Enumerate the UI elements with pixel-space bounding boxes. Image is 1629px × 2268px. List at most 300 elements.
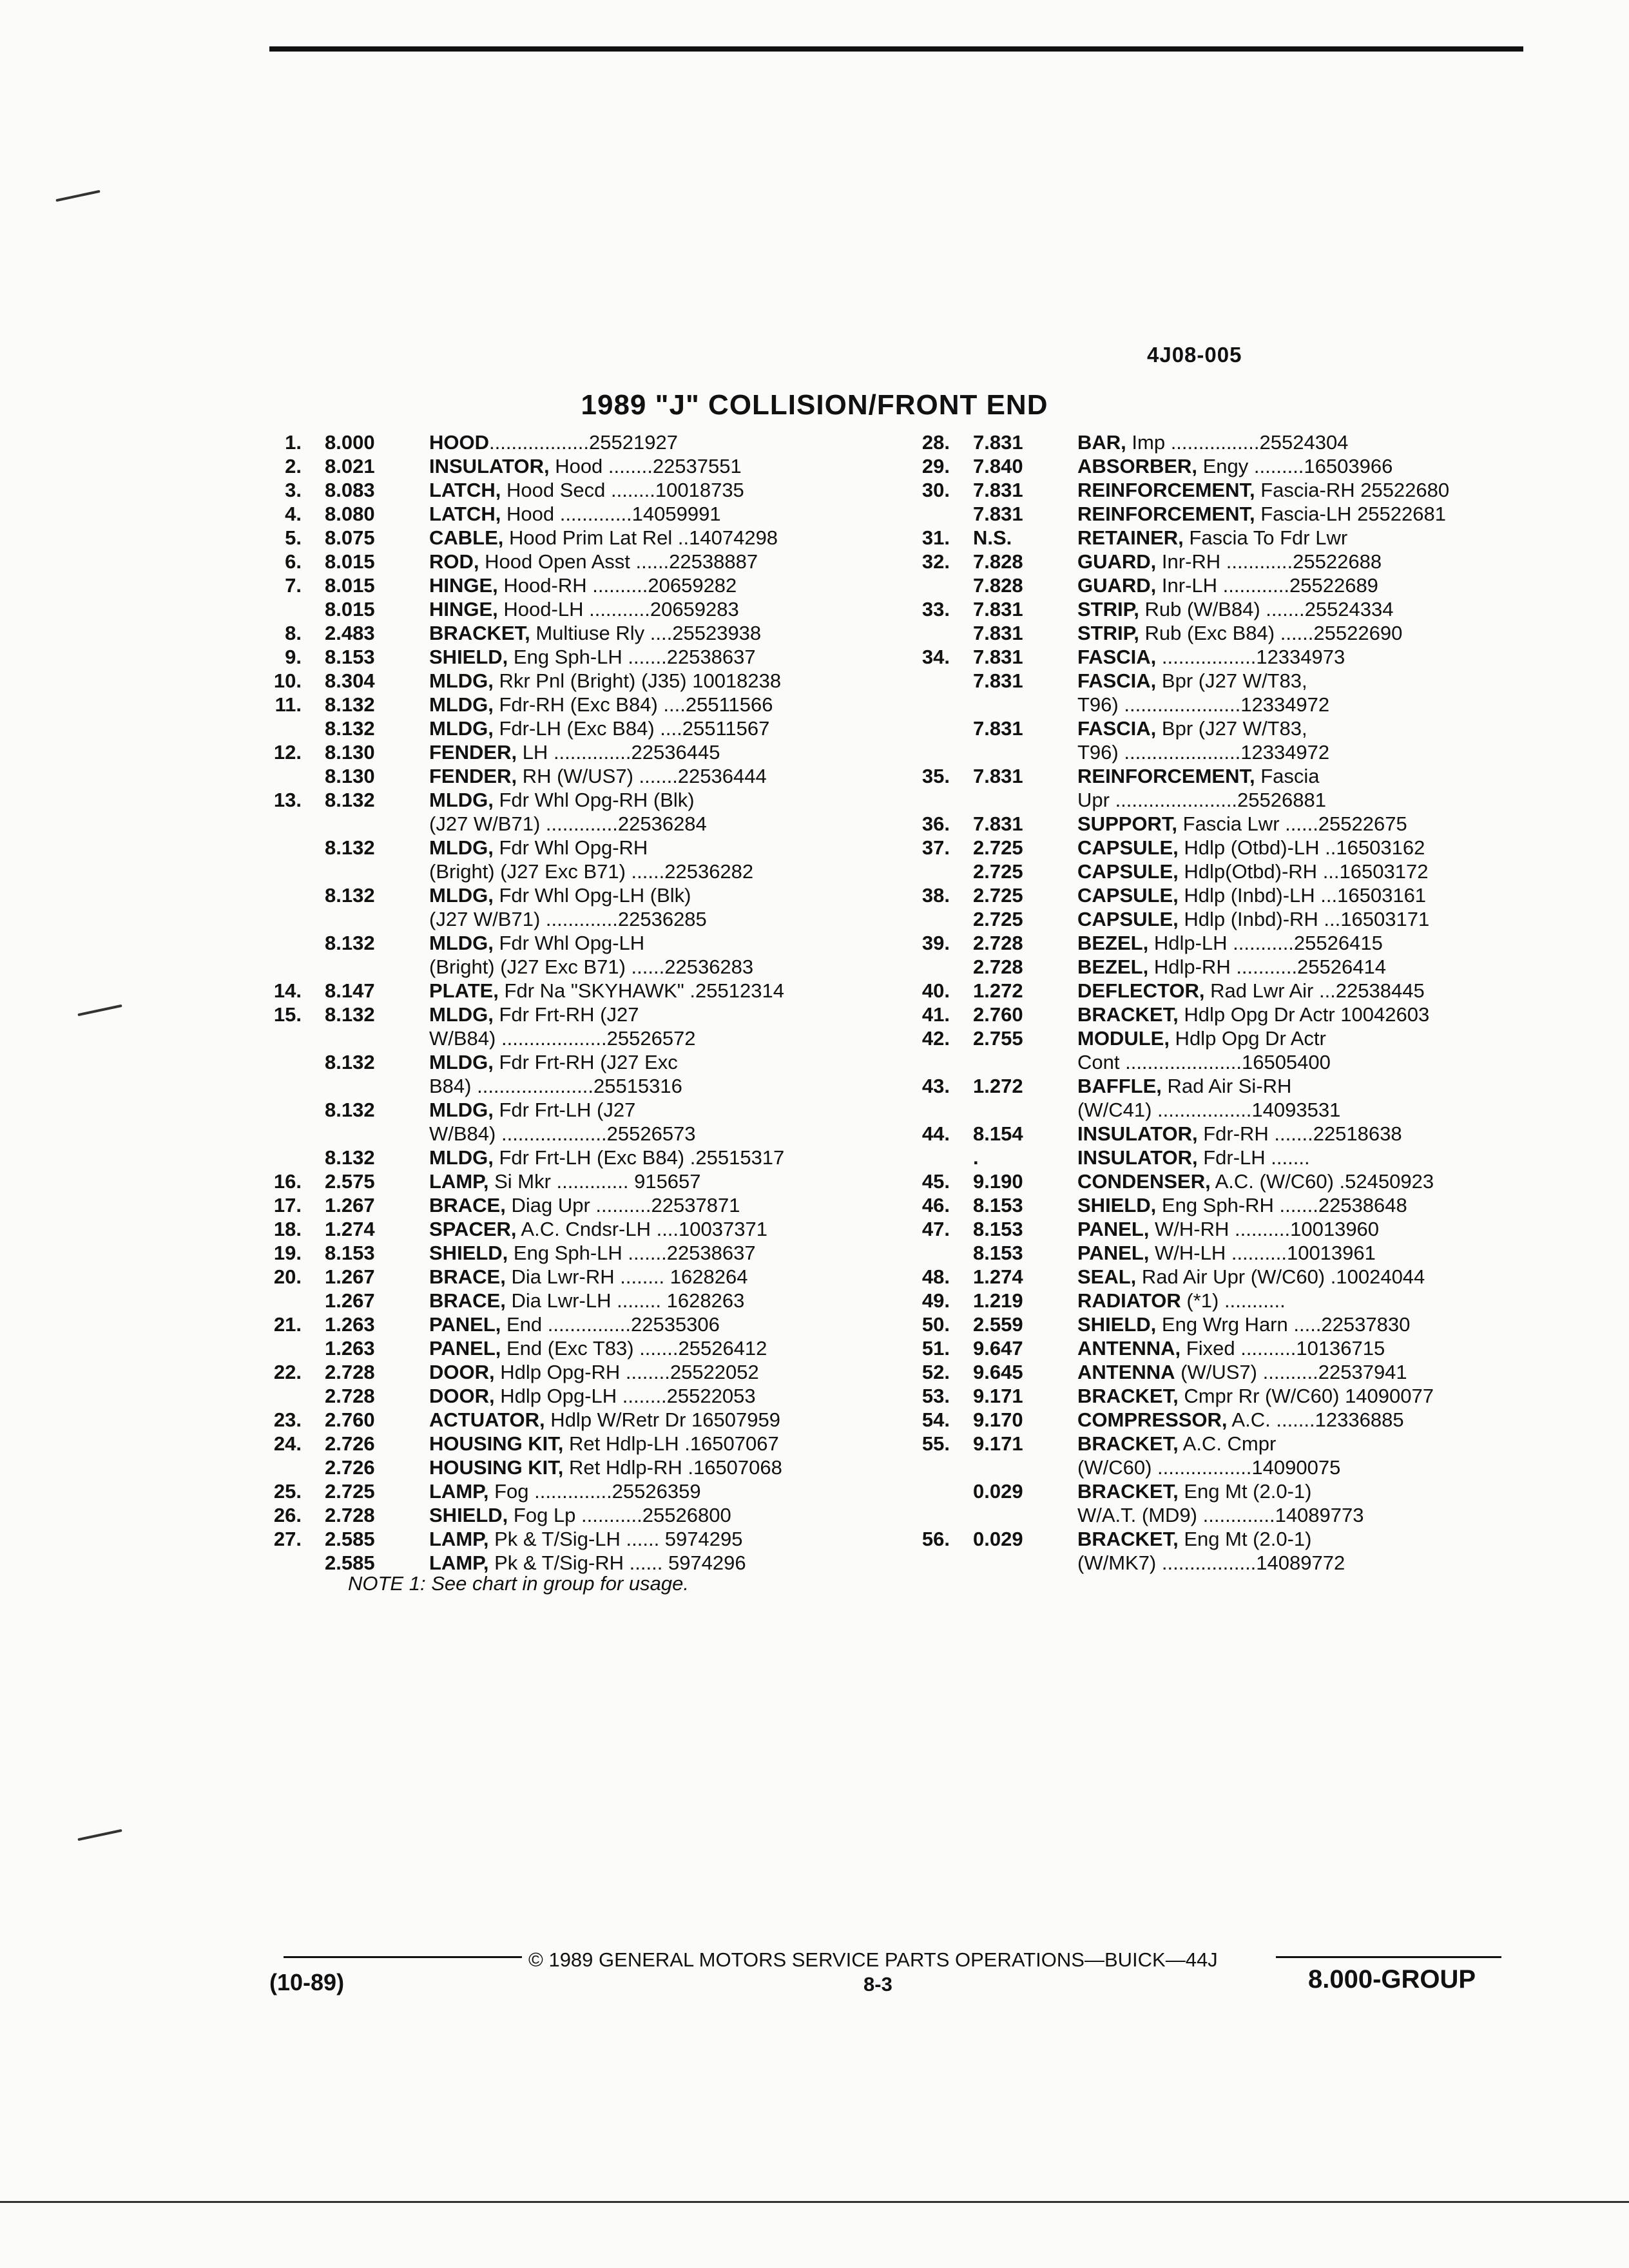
part-name: STRIP, — [1077, 598, 1139, 620]
part-number: .....................12334972 — [1118, 741, 1330, 764]
part-description — [1077, 1527, 1311, 1551]
part-qualifier: Rad Air Si-RH — [1161, 1075, 1292, 1097]
group-number: 0.029 — [973, 1480, 1023, 1503]
part-name: SEAL, — [1077, 1265, 1137, 1288]
part-qualifier: Engy — [1197, 455, 1249, 477]
part-description — [1077, 669, 1307, 693]
part-qualifier: Fdr Whl Opg-LH (Blk) — [493, 884, 691, 907]
part-description — [429, 1074, 682, 1098]
part-number: 25522681 — [1351, 503, 1446, 525]
part-description — [429, 430, 678, 454]
part-qualifier: Hood — [549, 455, 603, 477]
part-name: MLDG, — [429, 1051, 494, 1073]
part-number: .................14093531 — [1152, 1099, 1341, 1121]
part-qualifier: Hdlp (Inbd)-LH — [1178, 884, 1315, 907]
group-number: 0.029 — [973, 1528, 1023, 1550]
usage-note: NOTE 1: See chart in group for usage. — [348, 1572, 689, 1595]
part-name: ANTENNA, — [1077, 1337, 1181, 1360]
footer-rule-right — [1276, 1956, 1501, 1958]
part-name: REINFORCEMENT, — [1077, 479, 1255, 501]
part-name: MLDG, — [429, 1003, 494, 1026]
part-description — [429, 621, 761, 645]
part-qualifier: Fdr Frt-LH (J27 — [493, 1099, 636, 1121]
part-name: REINFORCEMENT, — [1077, 765, 1255, 787]
part-name: SHIELD, — [429, 646, 508, 668]
group-number: 2.575 — [325, 1170, 375, 1193]
part-qualifier: Eng Mt (2.0-1) — [1178, 1528, 1312, 1550]
part-name: CAPSULE, — [1077, 884, 1179, 907]
part-name: HOUSING KIT, — [429, 1456, 564, 1479]
part-qualifier: A.C. Cndsr-LH — [516, 1218, 651, 1240]
part-description — [429, 1003, 639, 1026]
group-number: 1.274 — [973, 1265, 1023, 1288]
item-number: 39. — [921, 932, 950, 954]
part-number: .................14090075 — [1152, 1456, 1341, 1479]
item-number: 54. — [921, 1408, 950, 1431]
part-description — [1077, 1146, 1310, 1169]
item-number: 25. — [273, 1480, 302, 1503]
part-name: PANEL, — [429, 1313, 501, 1336]
part-name: HINGE, — [429, 598, 498, 620]
group-number: 8.132 — [325, 693, 375, 716]
part-qualifier: A.C. (W/C60) — [1210, 1170, 1334, 1193]
part-name: BRACE, — [429, 1194, 506, 1216]
item-number: 4. — [285, 503, 302, 525]
part-qualifier: RH (W/US7) — [517, 765, 633, 787]
group-number: 7.831 — [973, 669, 1023, 692]
page-number: 8-3 — [863, 1973, 892, 1995]
part-qualifier: Fdr Na "SKYHAWK" — [498, 979, 684, 1002]
part-qualifier: Hood Secd — [501, 479, 606, 501]
item-number: 13. — [273, 789, 302, 811]
part-qualifier: W/B84) — [429, 1122, 496, 1145]
part-name: LAMP, — [429, 1480, 489, 1503]
part-name: FENDER, — [429, 765, 517, 787]
part-description — [1077, 1336, 1385, 1360]
group-number: 9.171 — [973, 1385, 1023, 1407]
part-number: .........16503966 — [1248, 455, 1393, 477]
part-number: ..14074298 — [672, 526, 778, 549]
part-number: ....... — [1265, 1146, 1310, 1169]
item-number: 44. — [921, 1122, 950, 1145]
part-qualifier: Multiuse Rly — [530, 622, 645, 644]
part-name: BRACKET, — [1077, 1528, 1179, 1550]
part-number: ........ 1628264 — [614, 1265, 748, 1288]
group-number: 8.130 — [325, 765, 375, 787]
part-qualifier: Fascia Lwr — [1177, 812, 1280, 835]
part-qualifier: Rub (W/B84) — [1139, 598, 1260, 620]
group-number: 8.132 — [325, 884, 375, 907]
part-description — [1077, 1098, 1340, 1122]
part-number: ..........10013961 — [1226, 1242, 1376, 1264]
part-number: ......................25526881 — [1109, 789, 1326, 811]
part-number: .................12334973 — [1156, 646, 1345, 668]
part-name: RADIATOR — [1077, 1289, 1181, 1312]
part-qualifier: Ret Hdlp-LH — [563, 1432, 679, 1455]
part-description — [1077, 1122, 1402, 1146]
part-qualifier: Fdr Frt-LH (Exc B84) — [493, 1146, 685, 1169]
part-name: BEZEL, — [1077, 956, 1149, 978]
part-number: ........22537551 — [602, 455, 742, 477]
part-number: ......22538887 — [630, 550, 758, 573]
part-qualifier: Cont — [1077, 1051, 1120, 1073]
part-qualifier: End — [501, 1313, 543, 1336]
part-description — [429, 1479, 701, 1503]
part-number: .............22536285 — [540, 908, 707, 930]
part-name: COMPRESSOR, — [1077, 1408, 1228, 1431]
part-number: ..16503162 — [1319, 836, 1425, 859]
part-description — [1077, 1312, 1410, 1336]
group-number: 2.559 — [973, 1313, 1023, 1336]
part-number: .10024044 — [1325, 1265, 1425, 1288]
part-description — [1077, 907, 1429, 931]
part-description — [1077, 1432, 1276, 1456]
group-number: 7.831 — [973, 812, 1023, 835]
part-name: BRACE, — [429, 1265, 506, 1288]
part-description — [429, 526, 778, 550]
part-description — [1077, 430, 1348, 454]
part-qualifier: W/B84) — [429, 1027, 496, 1050]
part-number: .......22538648 — [1273, 1194, 1407, 1216]
part-number: .......22538637 — [622, 646, 756, 668]
part-description — [1077, 931, 1383, 955]
group-number: 8.132 — [325, 717, 375, 740]
part-name: PANEL, — [1077, 1242, 1150, 1264]
item-number: 32. — [921, 550, 950, 573]
part-number: .......22518638 — [1268, 1122, 1402, 1145]
part-qualifier: Eng Sph-RH — [1156, 1194, 1274, 1216]
part-name: CAPSULE, — [1077, 836, 1179, 859]
part-description — [429, 1384, 756, 1408]
item-number: 31. — [921, 526, 950, 549]
item-number: 33. — [921, 598, 950, 620]
group-number: 2.728 — [973, 932, 1023, 954]
part-number: ..........10013960 — [1229, 1218, 1380, 1240]
part-name: BRACE, — [429, 1289, 506, 1312]
part-qualifier: Hdlp Opg Dr Actr — [1178, 1003, 1335, 1026]
part-number: .25512314 — [684, 979, 784, 1002]
group-number: 7.831 — [973, 479, 1023, 501]
part-number: 10018238 — [686, 669, 782, 692]
part-name: MLDG, — [429, 1099, 494, 1121]
part-qualifier: Rad Air Upr (W/C60) — [1136, 1265, 1325, 1288]
part-qualifier: Hdlp Opg-LH — [494, 1385, 617, 1407]
part-number: ...........25526800 — [575, 1504, 731, 1526]
part-description — [1077, 740, 1329, 764]
part-name: LATCH, — [429, 503, 501, 525]
part-description — [1077, 1503, 1364, 1527]
part-qualifier: Rub (Exc B84) — [1139, 622, 1275, 644]
item-number: 24. — [273, 1432, 302, 1455]
part-name: MLDG, — [429, 1146, 494, 1169]
part-number: ...........25526414 — [1230, 956, 1386, 978]
item-number: 10. — [273, 669, 302, 692]
item-number: 18. — [273, 1218, 302, 1240]
item-number: 20. — [273, 1265, 302, 1288]
part-description — [429, 788, 695, 812]
part-name: PANEL, — [1077, 1218, 1150, 1240]
item-number: 46. — [921, 1194, 950, 1216]
group-number: 8.075 — [325, 526, 375, 549]
part-qualifier: Hood Prim Lat Rel — [503, 526, 673, 549]
group-number: 1.274 — [325, 1218, 375, 1240]
part-number: ................25524304 — [1165, 431, 1349, 454]
part-description — [429, 597, 739, 621]
part-qualifier: Fdr-RH — [1197, 1122, 1269, 1145]
group-number: 8.153 — [973, 1218, 1023, 1240]
item-number: 6. — [285, 550, 302, 573]
group-number: 9.645 — [973, 1361, 1023, 1383]
group-number: 8.130 — [325, 741, 375, 764]
top-rule — [269, 46, 1523, 52]
part-number: .52450923 — [1333, 1170, 1434, 1193]
part-number: 25522680 — [1354, 479, 1450, 501]
part-name: DOOR, — [429, 1361, 495, 1383]
item-number: 49. — [921, 1289, 950, 1312]
group-number: 2.725 — [973, 884, 1023, 907]
group-number: 7.831 — [973, 431, 1023, 454]
group-number: 8.153 — [325, 1242, 375, 1264]
part-number: ......25522675 — [1279, 812, 1407, 835]
part-description — [1077, 502, 1446, 526]
part-name: CAPSULE, — [1077, 908, 1179, 930]
part-number: 14090077 — [1339, 1385, 1434, 1407]
part-number: .......22536444 — [633, 765, 767, 787]
part-name: LAMP, — [429, 1528, 489, 1550]
part-qualifier: (W/US7) — [1175, 1361, 1257, 1383]
part-number: .......25524334 — [1260, 598, 1394, 620]
part-description — [429, 1527, 742, 1551]
item-number: 52. — [921, 1361, 950, 1383]
group-number: 8.021 — [325, 455, 375, 477]
part-name: DOOR, — [429, 1385, 495, 1407]
item-number: 50. — [921, 1313, 950, 1336]
item-number: 37. — [921, 836, 950, 859]
part-description — [1077, 454, 1393, 478]
part-description — [429, 764, 767, 788]
part-description — [1077, 1241, 1376, 1265]
part-name: BRACKET, — [429, 622, 530, 644]
part-description — [1077, 1193, 1407, 1217]
item-number: 35. — [921, 765, 950, 787]
part-number: ........25522052 — [620, 1361, 759, 1383]
item-number: 47. — [921, 1218, 950, 1240]
part-description — [429, 1098, 635, 1122]
group-number: 2.585 — [325, 1552, 375, 1574]
part-number: ...............22535306 — [542, 1313, 720, 1336]
group-number: 8.153 — [325, 646, 375, 668]
item-number: 22. — [273, 1361, 302, 1383]
part-description — [1077, 860, 1428, 883]
part-description — [1077, 812, 1407, 836]
part-description — [429, 1289, 744, 1312]
part-name: MLDG, — [429, 669, 494, 692]
part-description — [1077, 693, 1329, 716]
copyright-text: © 1989 GENERAL MOTORS SERVICE PARTS OPERATIONS—BUICK—44J — [528, 1948, 1218, 1971]
part-description — [429, 1146, 784, 1169]
part-number: 10042603 — [1335, 1003, 1430, 1026]
part-name: SPACER, — [429, 1218, 517, 1240]
part-name: ABSORBER, — [1077, 455, 1198, 477]
part-description — [429, 573, 737, 597]
part-name: GUARD, — [1077, 550, 1157, 573]
part-number: ............. 915657 — [550, 1170, 701, 1193]
part-qualifier: Fixed — [1181, 1337, 1235, 1360]
group-number: 2.728 — [325, 1504, 375, 1526]
part-description — [1077, 1479, 1311, 1503]
item-number: 9. — [285, 646, 302, 668]
part-number: .............22536284 — [540, 812, 707, 835]
part-qualifier: Bpr (J27 W/T83, — [1156, 717, 1307, 740]
part-description — [429, 883, 691, 907]
group-number: 8.132 — [325, 1146, 375, 1169]
part-number: ........ 1628263 — [611, 1289, 745, 1312]
part-qualifier: Fascia-LH — [1255, 503, 1352, 525]
part-qualifier: Ret Hdlp-RH — [563, 1456, 682, 1479]
group-number: 8.015 — [325, 550, 375, 573]
part-qualifier: (Bright) (J27 Exc B71) — [429, 860, 626, 883]
part-qualifier: Fascia-RH — [1255, 479, 1355, 501]
group-number: 8.153 — [973, 1242, 1023, 1264]
part-qualifier: Hood-RH — [497, 574, 587, 597]
margin-mark — [77, 1004, 122, 1016]
part-description — [429, 693, 773, 716]
item-number: 45. — [921, 1170, 950, 1193]
group-number: 2.728 — [325, 1385, 375, 1407]
part-description — [429, 812, 707, 836]
part-qualifier: Hdlp(Otbd)-RH — [1178, 860, 1318, 883]
group-number: 2.725 — [973, 860, 1023, 883]
part-name: DEFLECTOR, — [1077, 979, 1205, 1002]
part-name: INSULATOR, — [1077, 1122, 1198, 1145]
part-number: ......22536282 — [625, 860, 754, 883]
part-qualifier: W/H-RH — [1149, 1218, 1229, 1240]
item-number: 23. — [273, 1408, 302, 1431]
group-number: 7.831 — [973, 765, 1023, 787]
part-name: MLDG, — [429, 932, 494, 954]
part-name: RETAINER, — [1077, 526, 1184, 549]
group-number: 7.831 — [973, 503, 1023, 525]
part-qualifier: T96) — [1077, 693, 1119, 716]
part-qualifier: W/H-LH — [1149, 1242, 1226, 1264]
part-qualifier: Rad Lwr Air — [1204, 979, 1314, 1002]
part-qualifier: Rkr Pnl (Bright) (J35) — [493, 669, 687, 692]
group-number: 7.831 — [973, 598, 1023, 620]
group-number: 8.080 — [325, 503, 375, 525]
part-name: FASCIA, — [1077, 717, 1157, 740]
part-name: BRACKET, — [1077, 1432, 1179, 1455]
part-qualifier: Eng Sph-LH — [508, 1242, 622, 1264]
part-qualifier: B84) — [429, 1075, 472, 1097]
group-number: 2.760 — [973, 1003, 1023, 1026]
part-name: INSULATOR, — [429, 455, 550, 477]
group-number: 1.263 — [325, 1337, 375, 1360]
group-number: 1.272 — [973, 1075, 1023, 1097]
part-description — [1077, 788, 1326, 812]
part-description — [429, 1169, 701, 1193]
part-description — [429, 955, 753, 979]
part-name: INSULATOR, — [1077, 1146, 1198, 1169]
group-number: 8.015 — [325, 574, 375, 597]
part-qualifier: W/A.T. (MD9) — [1077, 1504, 1197, 1526]
part-qualifier: Eng Mt (2.0-1) — [1178, 1480, 1312, 1503]
document-code: 4J08-005 — [1147, 343, 1242, 367]
part-name: CABLE, — [429, 526, 504, 549]
item-number: 1. — [285, 431, 302, 454]
part-number: ........... — [1219, 1289, 1286, 1312]
part-description — [429, 1050, 678, 1074]
item-number: 36. — [921, 812, 950, 835]
item-number: 34. — [921, 646, 950, 668]
part-qualifier: Hood Open Asst — [479, 550, 630, 573]
part-name: HINGE, — [429, 574, 498, 597]
part-qualifier: Pk & T/Sig-RH — [488, 1552, 624, 1574]
part-qualifier: Fdr Frt-RH (J27 — [493, 1003, 639, 1026]
part-qualifier: (Bright) (J27 Exc B71) — [429, 956, 626, 978]
part-qualifier: Hdlp-LH — [1148, 932, 1228, 954]
group-number: 9.171 — [973, 1432, 1023, 1455]
part-qualifier: Fdr-LH — [1197, 1146, 1266, 1169]
item-number: 15. — [273, 1003, 302, 1026]
group-number: 1.267 — [325, 1265, 375, 1288]
item-number: 40. — [921, 979, 950, 1002]
part-qualifier: Fdr Whl Opg-RH — [493, 836, 648, 859]
part-description — [429, 502, 721, 526]
group-number: 8.153 — [973, 1194, 1023, 1216]
group-number: 8.132 — [325, 1003, 375, 1026]
part-description — [429, 1241, 756, 1265]
part-description — [429, 1408, 780, 1432]
item-number: 21. — [273, 1313, 302, 1336]
group-number: 7.828 — [973, 574, 1023, 597]
part-description — [1077, 764, 1320, 788]
part-description — [429, 1312, 720, 1336]
group-number: 1.267 — [325, 1194, 375, 1216]
item-number: 2. — [285, 455, 302, 477]
part-name: MODULE, — [1077, 1027, 1170, 1050]
part-name: SUPPORT, — [1077, 812, 1178, 835]
part-qualifier: T96) — [1077, 741, 1119, 764]
part-qualifier: Pk & T/Sig-LH — [488, 1528, 621, 1550]
part-description — [1077, 1026, 1326, 1050]
part-qualifier: (J27 W/B71) — [429, 908, 541, 930]
part-qualifier: Fascia — [1255, 765, 1320, 787]
item-number: 43. — [921, 1075, 950, 1097]
part-name: ANTENNA — [1077, 1361, 1175, 1383]
group-number: 8.147 — [325, 979, 375, 1002]
group-number: 7.831 — [973, 622, 1023, 644]
part-description — [1077, 1074, 1291, 1098]
group-number: 1.263 — [325, 1313, 375, 1336]
part-description — [429, 1551, 746, 1575]
group-label: 8.000-GROUP — [1308, 1965, 1476, 1994]
group-number: 8.015 — [325, 598, 375, 620]
group-number: 2.585 — [325, 1528, 375, 1550]
part-qualifier: A.C. Cmpr — [1178, 1432, 1277, 1455]
part-qualifier: Fascia To Fdr Lwr — [1183, 526, 1348, 549]
part-description — [1077, 716, 1307, 740]
item-number: 5. — [285, 526, 302, 549]
part-qualifier: LH — [517, 741, 548, 764]
part-description — [429, 931, 644, 955]
part-qualifier: (W/C41) — [1077, 1099, 1152, 1121]
part-number: ..............25526359 — [528, 1480, 701, 1503]
part-number: ....25511566 — [657, 693, 773, 716]
part-qualifier: Hood — [501, 503, 555, 525]
part-description — [1077, 1217, 1379, 1241]
part-number: ........10018735 — [605, 479, 744, 501]
group-number: 9.170 — [973, 1408, 1023, 1431]
